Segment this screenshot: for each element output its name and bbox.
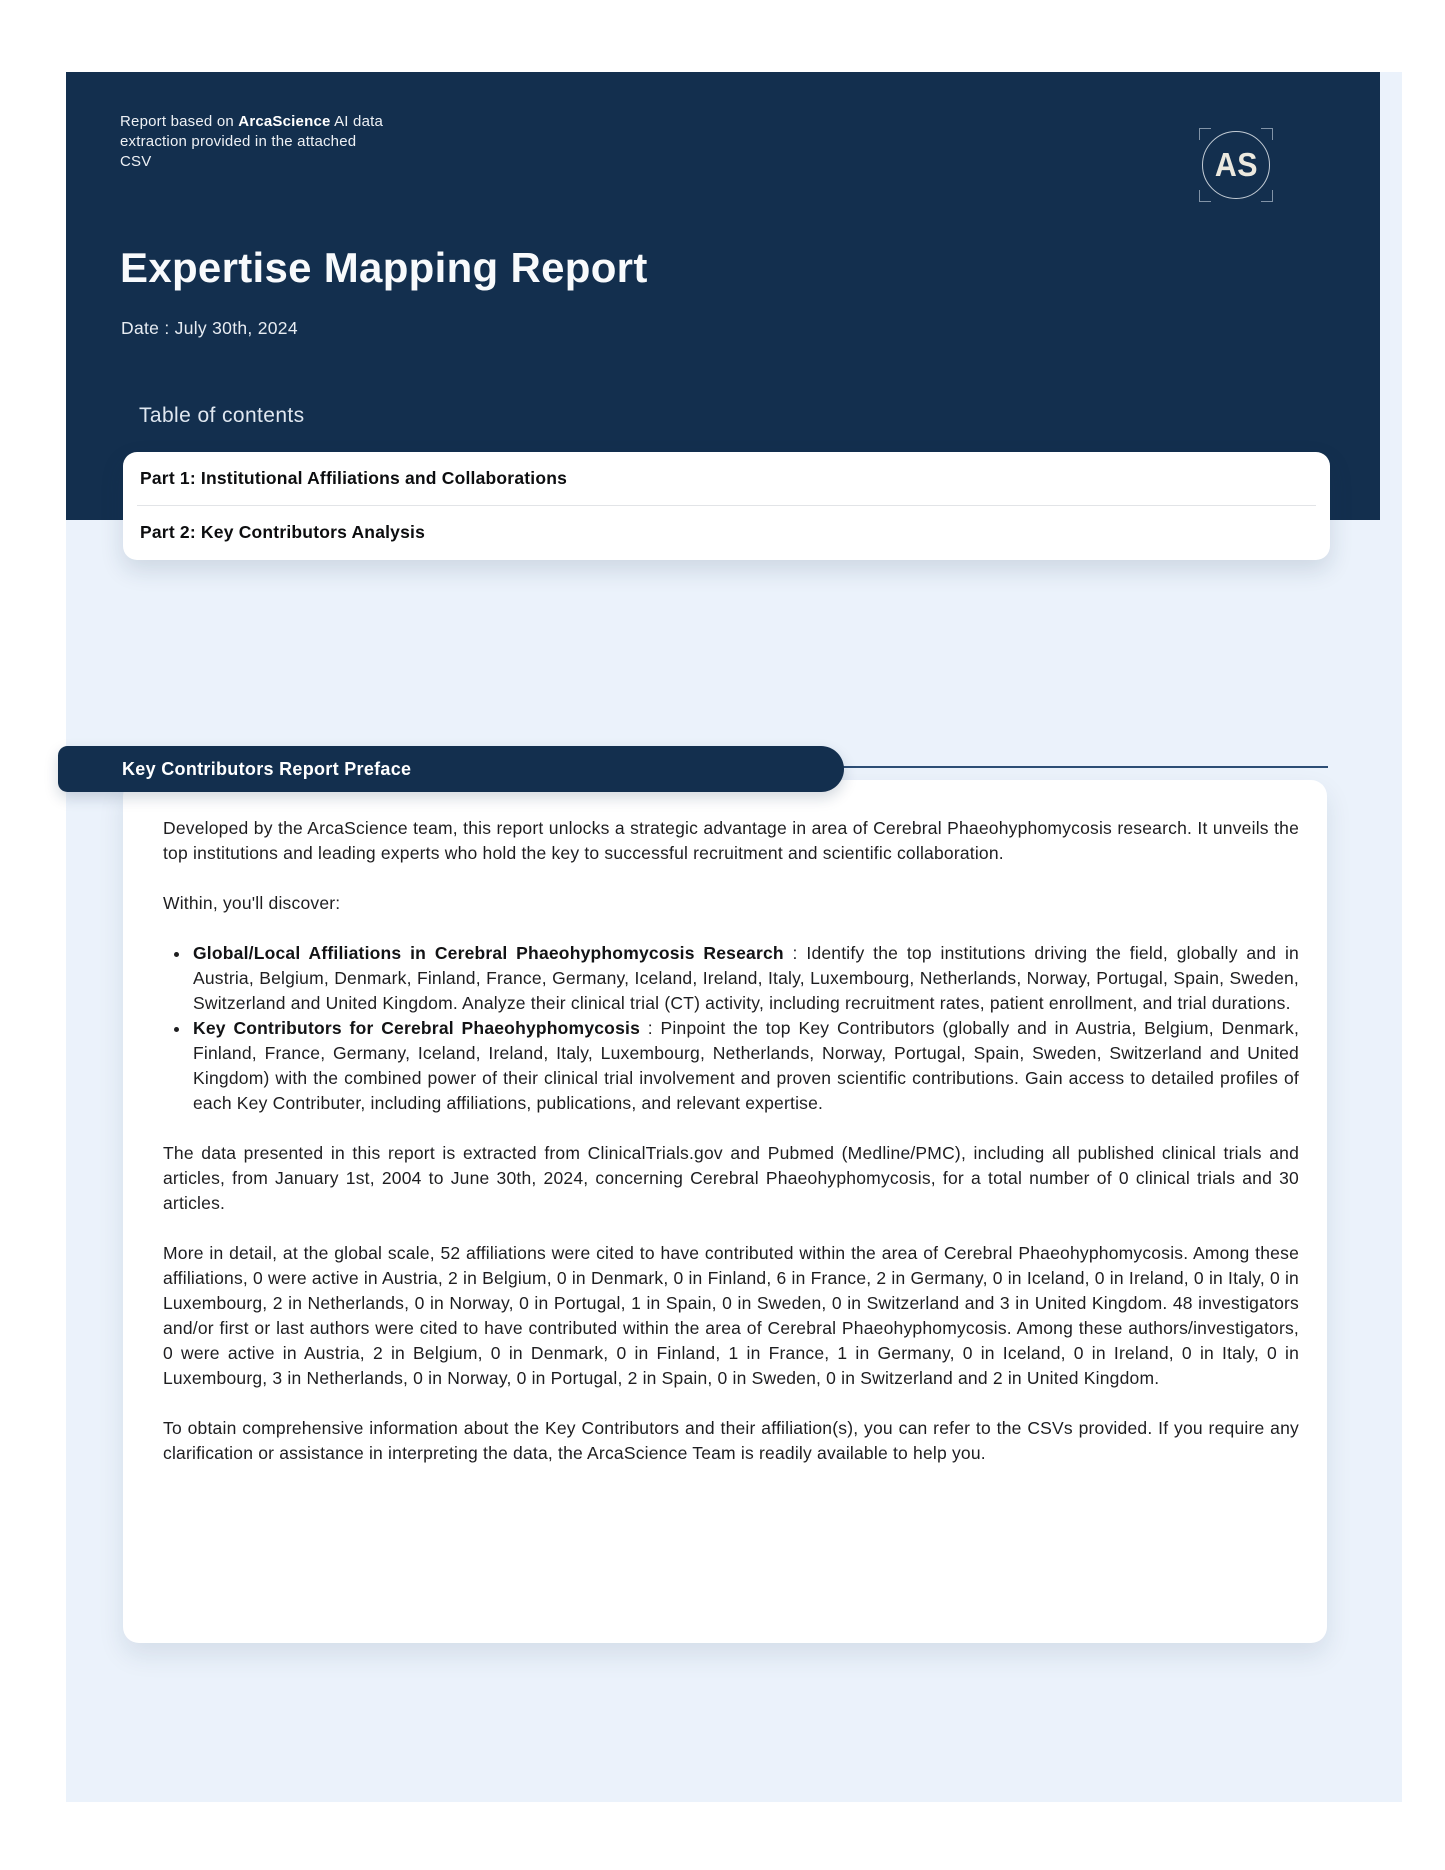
preface-paragraph-closing: To obtain comprehensive information about the Key Contributors and their affiliation(s), you can refer to the CSVs provided. If you require any clarification or assistance in interpreting the data, the ArcaScience Team is readily available to help you.	[163, 1418, 1299, 1463]
bullet-title: Global/Local Affiliations in Cerebral Phaeohyphomycosis Research	[193, 943, 784, 963]
source-note-prefix: Report based on	[120, 113, 239, 130]
logo-corner-mark-icon	[1199, 190, 1211, 202]
toc-item-part-1[interactable]	[123, 452, 1330, 505]
logo-corner-mark-icon	[1261, 190, 1273, 202]
report-date: Date : July 30th, 2024	[121, 318, 298, 338]
toc-item-part-2[interactable]	[123, 506, 1330, 559]
toc-card	[123, 452, 1330, 560]
preface-banner	[58, 746, 844, 792]
logo-corner-mark-icon	[1261, 128, 1273, 140]
toc-heading: Table of contents	[139, 404, 305, 427]
preface-paragraph-intro: Developed by the ArcaScience team, this report unlocks a strategic advantage in area of Cerebral Phaeohyphomycosis research. It unveils the top institutions and leading experts who hold the key to successful recruitment and scientific collaboration.	[163, 818, 1299, 863]
logo-circle	[1202, 131, 1270, 199]
bullet-body: : Pinpoint the top Key Contributors (globally and in Austria, Belgium, Denmark, Finland, France, Germany, Iceland, Ireland, Italy, Luxembourg, Netherlands, Norway, Portugal, Spain, Sweden, Switzerland and United Kingdom) with the combined power of their clinical trial involvement and proven scientific contributions. Gain access to detailed profiles of each Key Contributer, including affiliations, publications, and relevant expertise.	[193, 1018, 1300, 1113]
source-note	[120, 112, 392, 172]
preface-bullet-list	[163, 941, 1299, 1116]
preface-banner-rule	[840, 766, 1328, 768]
arcascience-logo	[1201, 130, 1271, 200]
source-note-suffix: AI data extraction provided in the attached CSV	[120, 113, 384, 170]
bullet-title: Key Contributors for Cerebral Phaeohyphomycosis	[193, 1018, 641, 1038]
toc-item-label: Part 2: Key Contributors Analysis	[140, 522, 426, 542]
bullet-body: : Identify the top institutions driving the field, globally and in Austria, Belgium, Denmark, Finland, France, Germany, Iceland, Ireland, Italy, Luxembourg, Netherlands, Norway, Portugal, Spain, Sweden, Switzerland and United Kingdom. Analyze their clinical trial (CT) activity, including recruitment rates, patient enrollment, and trial durations.	[193, 943, 1299, 1013]
toc-item-label: Part 1: Institutional Affiliations and Collaborations	[140, 468, 568, 488]
preface-paragraph-data: The data presented in this report is extracted from ClinicalTrials.gov and Pubmed (Medline/PMC), including all published clinical trials and articles, from January 1st, 2004 to June 30th, 2024, concerning Cerebral Phaeohyphomycosis, for a total number of 0 clinical trials and 30 articles.	[163, 1143, 1299, 1213]
bullet-global-affiliations	[191, 941, 1299, 1016]
source-note-brand: ArcaScience	[238, 113, 331, 130]
page-title: Expertise Mapping Report	[120, 244, 648, 291]
preface-card-body	[123, 780, 1327, 1466]
logo-monogram: AS	[1214, 146, 1258, 183]
bullet-key-contributors	[191, 1016, 1299, 1116]
preface-discover-intro: Within, you'll discover:	[163, 893, 341, 913]
preface-paragraph-detail: More in detail, at the global scale, 52 affiliations were cited to have contributed within the area of Cerebral Phaeohyphomycosis. Among these affiliations, 0 were active in Austria, 2 in Belgium, 0 in Denmark, 0 in Finland, 6 in France, 2 in Germany, 0 in Iceland, 0 in Ireland, 0 in Italy, 0 in Luxembourg, 2 in Netherlands, 0 in Norway, 0 in Portugal, 1 in Spain, 0 in Sweden, 0 in Switzerland and 3 in United Kingdom. 48 investigators and/or first or last authors were cited to have contributed within the area of Cerebral Phaeohyphomycosis. Among these authors/investigators, 0 were active in Austria, 2 in Belgium, 0 in Denmark, 0 in Finland, 1 in France, 1 in Germany, 0 in Iceland, 0 in Ireland, 0 in Italy, 0 in Luxembourg, 3 in Netherlands, 0 in Norway, 0 in Portugal, 2 in Spain, 0 in Sweden, 0 in Switzerland and 2 in United Kingdom.	[163, 1243, 1299, 1388]
logo-corner-mark-icon	[1199, 128, 1211, 140]
preface-card	[123, 780, 1327, 1643]
preface-banner-title: Key Contributors Report Preface	[122, 758, 412, 779]
